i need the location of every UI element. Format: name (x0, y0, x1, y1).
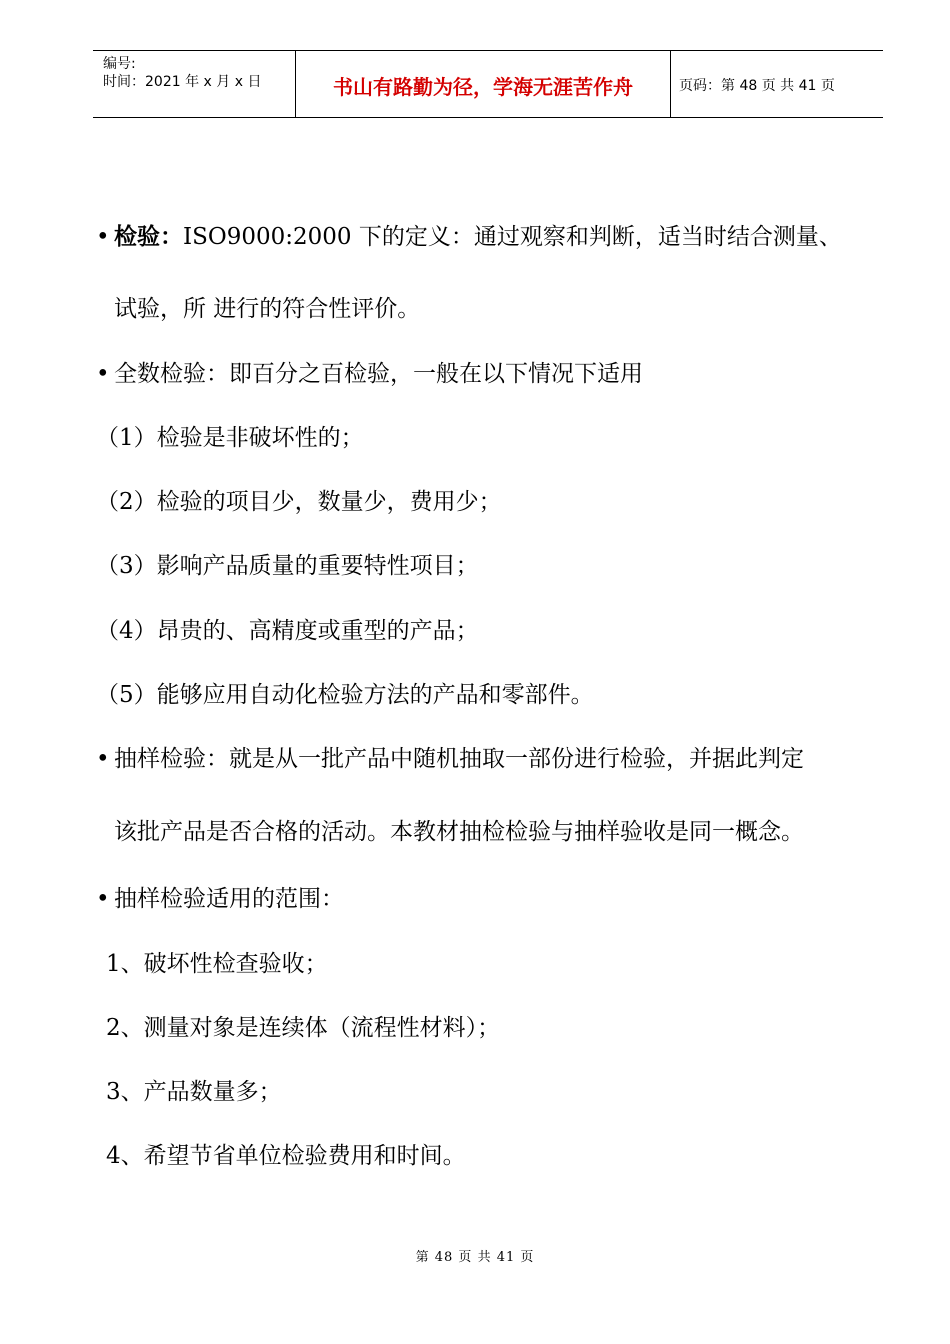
list-item: （4）昂贵的、高精度或重型的产品； (96, 618, 479, 644)
sampling-scope-text: 抽样检验适用的范围： (114, 886, 344, 912)
list-item: 1、破坏性检查验收； (106, 951, 328, 977)
page-label: 页码：第 48 页 共 41 页 (679, 78, 835, 94)
bullet-icon: • (96, 361, 110, 387)
list-item: （2）检验的项目少，数量少，费用少； (96, 489, 502, 515)
number-label: 编号: (103, 56, 136, 72)
full-inspection-text: 全数检验：即百分之百检验，一般在以下情况下适用 (114, 361, 643, 387)
paragraph-full-inspection (96, 359, 643, 389)
list-item: 2、测量对象是连续体（流程性材料）； (106, 1015, 501, 1041)
paragraph-sampling-inspection-cont: 该批产品是否合格的活动。本教材抽检检验与抽样验收是同一概念。 (114, 819, 804, 845)
list-item: （5）能够应用自动化检验方法的产品和零部件。 (96, 682, 594, 708)
paragraph-inspection-definition (96, 222, 842, 252)
date-label: 时间：2021 年 x 月 x 日 (103, 74, 262, 90)
list-item: 4、希望节省单位检验费用和时间。 (106, 1143, 466, 1169)
header-motto-cell (295, 51, 671, 117)
page-footer: 第 48 页 共 41 页 (415, 1250, 535, 1265)
paragraph-inspection-definition-cont: 试验，所 进行的符合性评价。 (114, 296, 421, 322)
list-item: （1）检验是非破坏性的； (96, 425, 364, 451)
document-header (93, 50, 883, 118)
header-meta-cell (93, 51, 295, 117)
paragraph-sampling-scope (96, 884, 344, 914)
term-inspection: 检验： (114, 224, 183, 250)
list-item: 3、产品数量多； (106, 1079, 282, 1105)
definition-text: ISO9000:2000 下的定义：通过观察和判断，适当时结合测量、 (183, 224, 842, 250)
bullet-icon: • (96, 224, 110, 250)
paragraph-sampling-inspection (96, 744, 804, 774)
bullet-icon: • (96, 746, 110, 772)
bullet-icon: • (96, 886, 110, 912)
list-item: （3）影响产品质量的重要特性项目； (96, 553, 479, 579)
header-page-cell (669, 51, 883, 117)
sampling-inspection-text: 抽样检验：就是从一批产品中随机抽取一部份进行检验，并据此判定 (114, 746, 804, 772)
motto-text: 书山有路勤为径，学海无涯苦作舟 (333, 75, 633, 99)
